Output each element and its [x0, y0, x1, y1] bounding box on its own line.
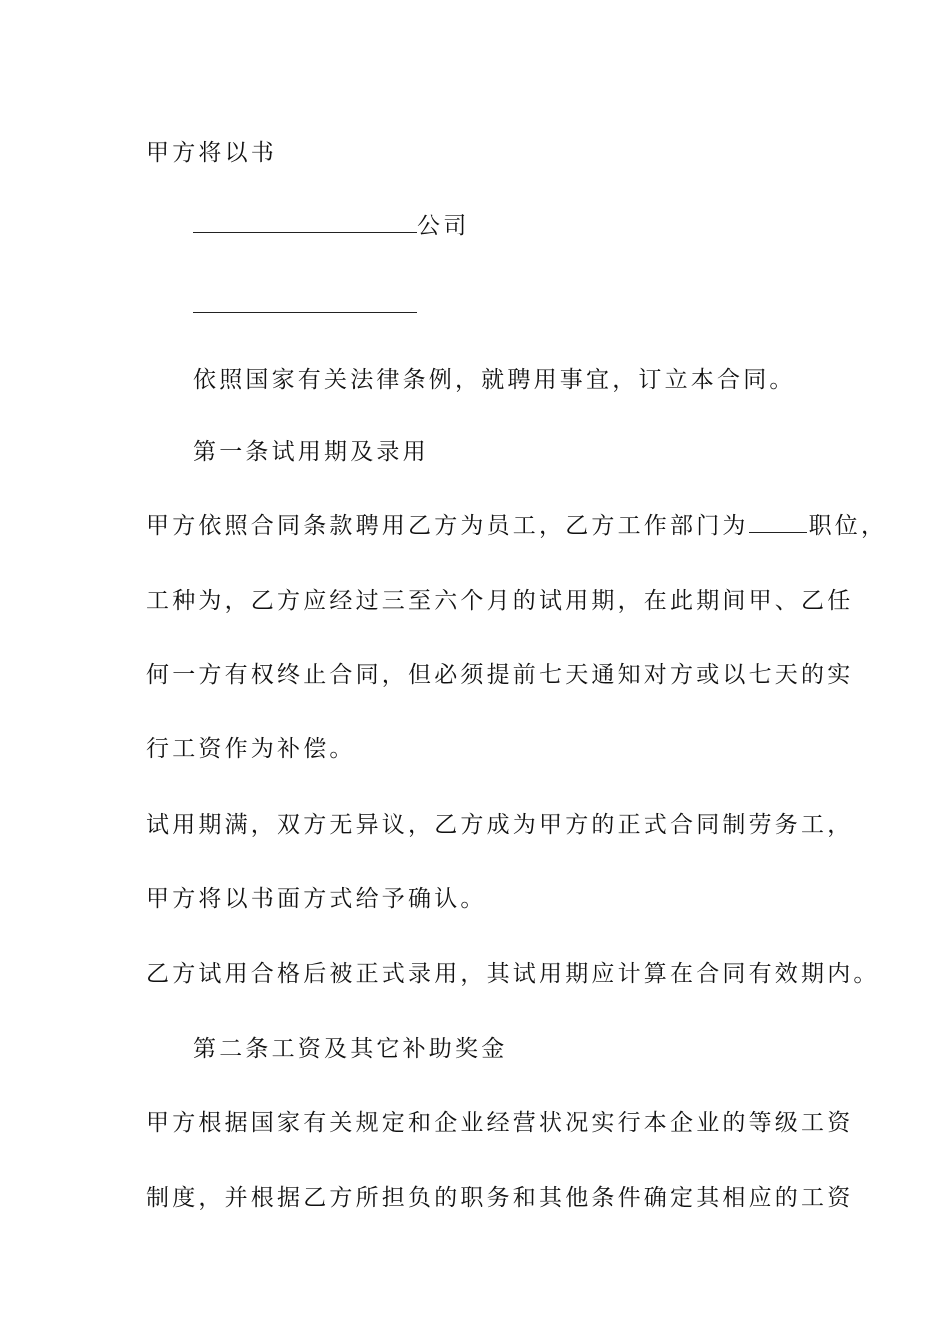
text-line: 甲方根据国家有关规定和企业经营状况实行本企业的等级工资: [146, 1110, 854, 1136]
text-line: 制度，并根据乙方所担负的职务和其他条件确定其相应的工资: [146, 1185, 854, 1211]
intro-paragraph: 依照国家有关法律条例，就聘用事宜，订立本合同。: [193, 367, 796, 393]
department-blank: [749, 513, 807, 533]
text-line: 工种为，乙方应经过三至六个月的试用期，在此期间甲、乙任: [146, 588, 854, 614]
company-name-blank: [193, 213, 417, 233]
text-line: [146, 138, 277, 168]
text-line: 何一方有权终止合同，但必须提前七天通知对方或以七天的实: [146, 662, 854, 688]
text-line: 试用期满，双方无异议，乙方成为甲方的正式合同制劳务工，: [146, 812, 854, 838]
company-line: [193, 211, 469, 241]
article-one-heading: 第一条试用期及录用: [193, 439, 429, 465]
text-line: 甲方将以书面方式给予确认。: [146, 886, 487, 912]
company-suffix: 公司: [417, 213, 470, 239]
text-line: 行工资作为补偿。: [146, 736, 356, 762]
fragment-text: 甲方将以书: [146, 140, 277, 166]
signature-blank: [193, 293, 417, 313]
blank-line: [193, 291, 417, 321]
text-line: 乙方试用合格后被正式录用，其试用期应计算在合同有效期内。: [146, 961, 880, 987]
article-two-heading: 第二条工资及其它补助奖金: [193, 1036, 508, 1062]
text-line: 甲方依照合同条款聘用乙方为员工，乙方工作部门为 职位，: [146, 513, 888, 539]
